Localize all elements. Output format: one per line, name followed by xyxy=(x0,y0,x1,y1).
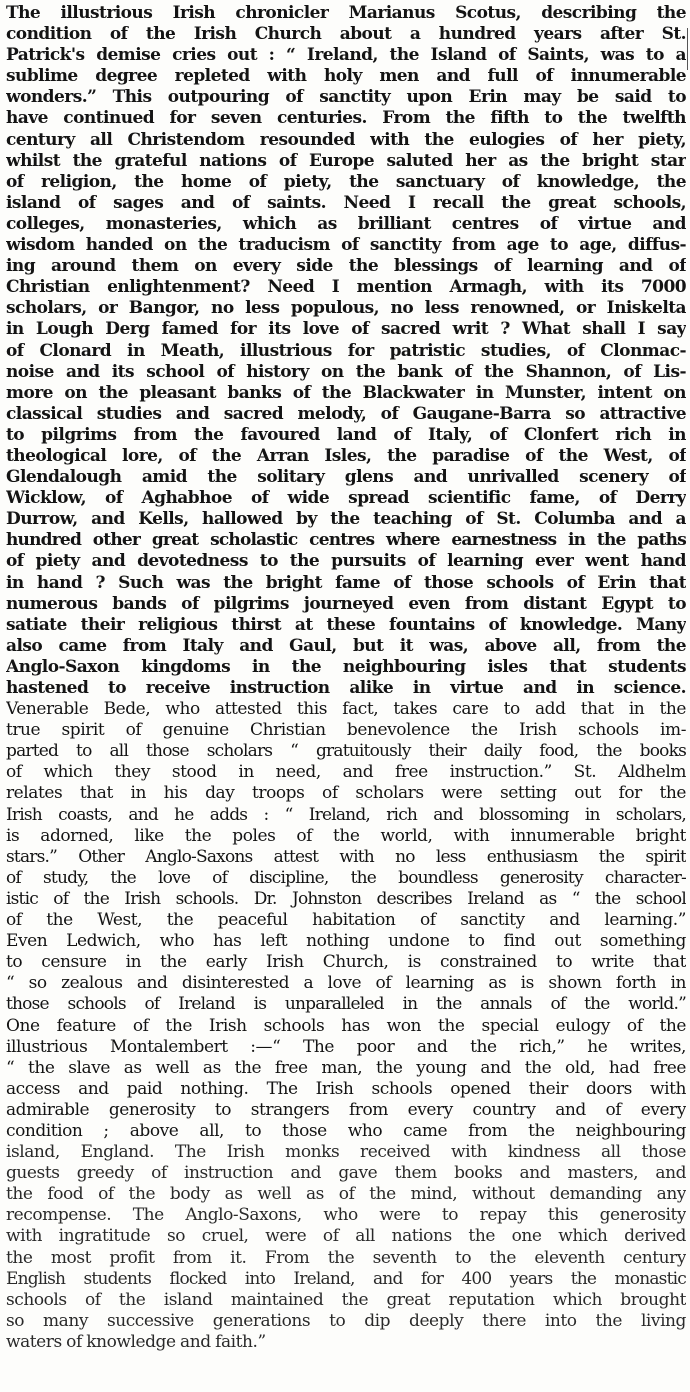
article-line: the food of the body as well as of the mind, without demanding any xyxy=(6,1184,686,1205)
article-line: “ the slave as well as the free man, the young and the old, had free xyxy=(6,1057,686,1078)
article-line: Durrow, and Kells, hallowed by the teaching of St. Columba and a xyxy=(6,509,686,530)
article-text xyxy=(6,3,686,1353)
article-line: wisdom handed on the traducism of sanctity from age to age, diffus- xyxy=(6,235,686,256)
article-line: to censure in the early Irish Church, is constrained to write that xyxy=(6,952,686,973)
article-line: istic of the Irish schools. Dr. Johnston describes Ireland as “ the school xyxy=(6,888,686,909)
article-line: in hand ? Such was the bright fame of those schools of Erin that xyxy=(6,572,686,593)
article-line: so many successive generations to dip deeply there into the living xyxy=(6,1310,686,1331)
article-line: is adorned, like the poles of the world, with innumerable bright xyxy=(6,825,686,846)
article-line: hundred other great scholastic centres where earnestness in the paths xyxy=(6,530,686,551)
article-line: The illustrious Irish chronicler Marianus Scotus, describing the xyxy=(6,3,686,23)
article-line: Venerable Bede, who attested this fact, takes care to add that in the xyxy=(6,699,686,720)
article-line: wonders.” This outpouring of sanctity upon Erin may be said to xyxy=(6,87,686,108)
article-line: century all Christendom resounded with the eulogies of her piety, xyxy=(6,129,686,150)
article-line: with ingratitude so cruel, were of all nations the one which derived xyxy=(6,1226,686,1247)
article-line: to pilgrims from the favoured land of Italy, of Clonfert rich in xyxy=(6,424,686,445)
article-line: Patrick's demise cries out : “ Ireland, the Island of Saints, was to a xyxy=(6,45,686,66)
article-line: English students flocked into Ireland, and for 400 years the monastic xyxy=(6,1268,686,1289)
article-line: Christian enlightenment? Need I mention Armagh, with its 7000 xyxy=(6,277,686,298)
article-line: in Lough Derg famed for its love of sacred writ ? What shall I say xyxy=(6,319,686,340)
article-line: true spirit of genuine Christian benevolence the Irish schools im- xyxy=(6,720,686,741)
article-line: illustrious Montalembert :—“ The poor and the rich,” he writes, xyxy=(6,1036,686,1057)
column-rule xyxy=(687,28,688,70)
article-line: Even Ledwich, who has left nothing undone to find out something xyxy=(6,931,686,952)
article-line: hastened to receive instruction alike in virtue and in science. xyxy=(6,678,686,698)
article-line: sublime degree repleted with holy men and full of innumerable xyxy=(6,66,686,87)
article-line: condition ; above all, to those who came from the neighbouring xyxy=(6,1120,686,1141)
article-line: satiate their religious thirst at these fountains of knowledge. Many xyxy=(6,614,686,635)
article-line: also came from Italy and Gaul, but it was, above all, from the xyxy=(6,635,686,656)
article-line: Glendalough amid the solitary glens and unrivalled scenery of xyxy=(6,467,686,488)
article-line: “ so zealous and disinterested a love of learning as is shown forth in xyxy=(6,973,686,994)
article-line: guests greedy of instruction and gave them books and masters, and xyxy=(6,1163,686,1184)
article-line: scholars, or Bangor, no less populous, no less renowned, or Iniskelta xyxy=(6,298,686,319)
article-line: stars.” Other Anglo-Saxons attest with no less enthusiasm the spirit xyxy=(6,846,686,867)
article-line: relates that in his day troops of scholars were setting out for the xyxy=(6,783,686,804)
article-line: waters of knowledge and faith.” xyxy=(6,1331,266,1352)
article-line: noise and its school of history on the bank of the Shannon, of Lis- xyxy=(6,361,686,382)
article-line: Anglo-Saxon kingdoms in the neighbouring isles that students xyxy=(6,656,686,677)
article-line: numerous bands of pilgrims journeyed even from distant Egypt to xyxy=(6,593,686,614)
article-line: more on the pleasant banks of the Blackwater in Munster, intent on xyxy=(6,382,686,403)
article-line: condition of the Irish Church about a hundred years after St. xyxy=(6,24,686,45)
article-line: island of sages and of saints. Need I recall the great schools, xyxy=(6,192,686,213)
article-line: of religion, the home of piety, the sanctuary of knowledge, the xyxy=(6,171,686,192)
article-line: admirable generosity to strangers from every country and of every xyxy=(6,1099,686,1120)
article-line: One feature of the Irish schools has won the special eulogy of the xyxy=(6,1015,686,1036)
article-line: island, England. The Irish monks received with kindness all those xyxy=(6,1142,686,1163)
article-line: Irish coasts, and he adds : “ Ireland, rich and blossoming in scholars, xyxy=(6,804,686,825)
article-line: schools of the island maintained the great reputation which brought xyxy=(6,1289,686,1310)
article-line: of piety and devotedness to the pursuits of learning ever went hand xyxy=(6,551,686,572)
article-line: the most profit from it. From the seventh to the eleventh century xyxy=(6,1247,686,1268)
article-line: ing around them on every side the blessings of learning and of xyxy=(6,256,686,277)
article-line: classical studies and sacred melody, of Gaugane-Barra so attractive xyxy=(6,403,686,424)
article-line: of study, the love of discipline, the boundless generosity character- xyxy=(6,867,686,888)
article-line: colleges, monasteries, which as brilliant centres of virtue and xyxy=(6,213,686,234)
article-line: Wicklow, of Aghabhoe of wide spread scientific fame, of Derry xyxy=(6,488,686,509)
article-line: recompense. The Anglo-Saxons, who were to repay this generosity xyxy=(6,1205,686,1226)
article-line: parted to all those scholars “ gratuitously their daily food, the books xyxy=(6,741,686,762)
article-line: have continued for seven centuries. From the fifth to the twelfth xyxy=(6,108,686,129)
article-line: of the West, the peaceful habitation of sanctity and learning.” xyxy=(6,910,686,931)
article-line: those schools of Ireland is unparalleled in the annals of the world.” xyxy=(6,994,686,1015)
article-line: access and paid nothing. The Irish schools opened their doors with xyxy=(6,1078,686,1099)
article-line: of which they stood in need, and free instruction.” St. Aldhelm xyxy=(6,762,686,783)
article-line: theological lore, of the Arran Isles, the paradise of the West, of xyxy=(6,445,686,466)
article-line: of Clonard in Meath, illustrious for patristic studies, of Clonmac- xyxy=(6,340,686,361)
article-line: whilst the grateful nations of Europe saluted her as the bright star xyxy=(6,150,686,171)
